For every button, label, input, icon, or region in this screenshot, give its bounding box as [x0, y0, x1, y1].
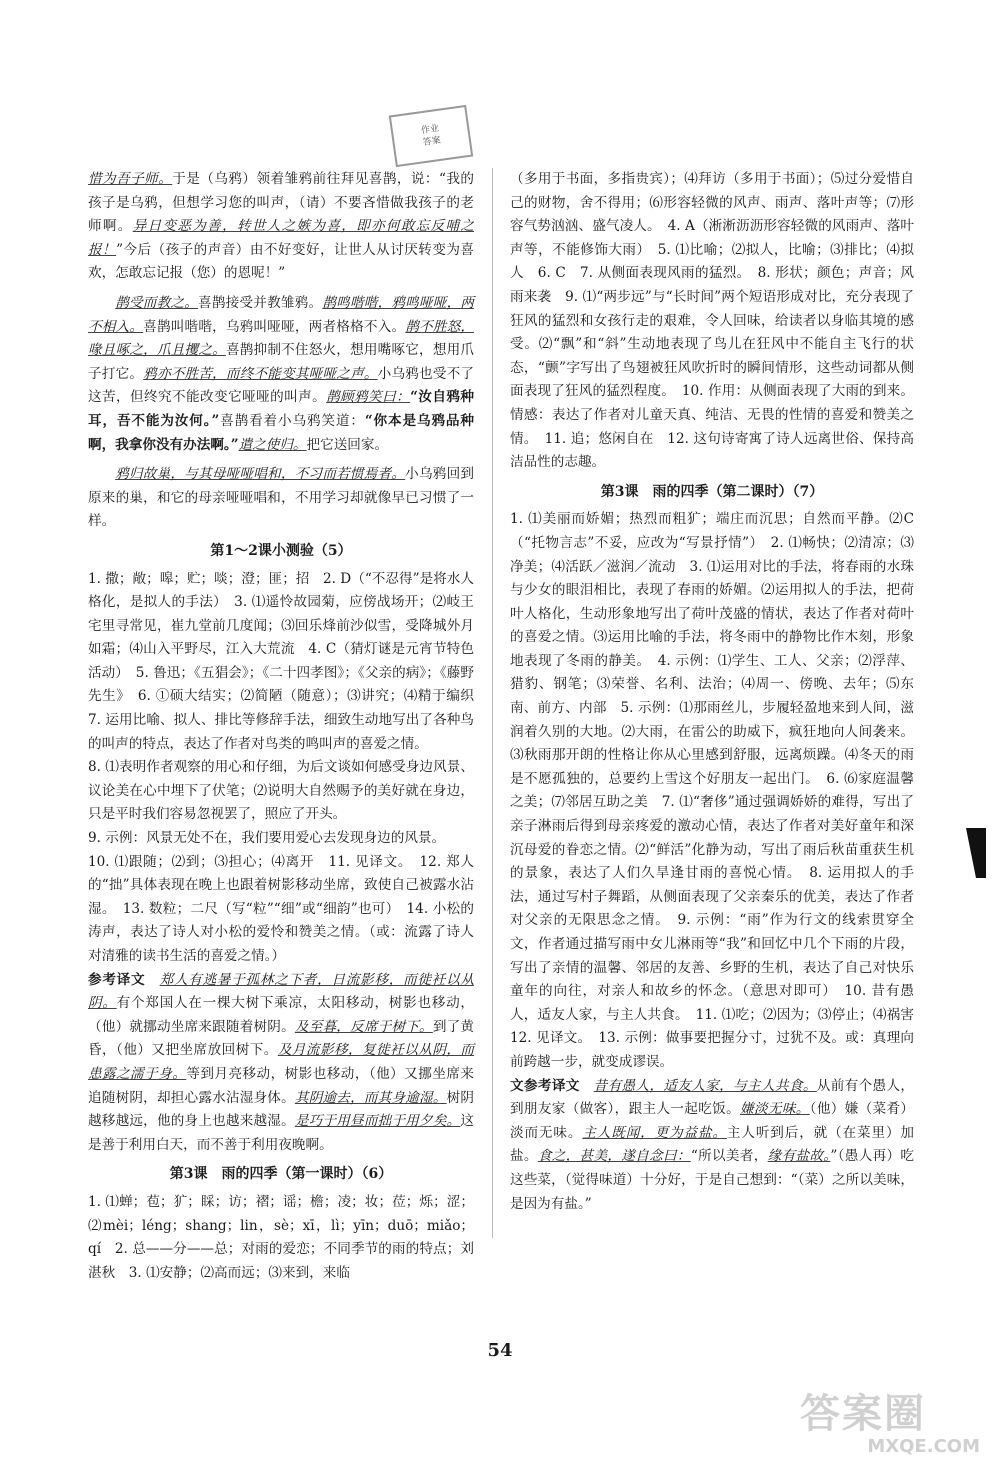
classical-text: 鹊受而教之。	[115, 294, 199, 311]
classical-text: 遣之使归。	[238, 436, 307, 453]
translation-text: ”今后（孩子的声音）由不好变好，让世人从讨厌转变为喜欢，怎敢忘记报（您）的恩呢！”	[88, 241, 474, 282]
lesson3-part2-answers: 1. ⑴美丽而娇媚；热烈而粗犷；端庄而沉思；自然而平静。⑵C（“托物言志”不妥，应改为“写景抒情”） 2. ⑴畅快；⑵清凉；⑶净美；⑷活跃／滋润／流动 3. ⑴运用对比的手法，将春雨的水珠与少女的眼泪相比，表现了春雨的娇媚。⑵运用拟人的手法，把荷叶人格化，生动形象地写出了荷叶茂盛的情状，表达了作者对荷叶的喜爱之情。⑶运用比喻的手法，将冬雨中的静物比作木刻，形象地表现了冬雨的静美。 4. 示例：⑴学生、工人、父亲；⑵浮萍、猎豹、钢笔；⑶荣誉、名利、法治；⑷周一、傍晚、去年；⑸东南、前方、内部 5. 示例：⑴那雨丝儿，步履轻盈地来到人间，滋润着久别的大地。⑵大雨，在雷公的助威下，疯狂地向人间袭来。⑶秋雨那开朗的性格让你从心里感到舒服，远离烦躁。⑷冬天的雨是不愿孤独的，总要约上雪这个好朋友一起出门。 6. ⑹家庭温馨之美；⑺邻居互助之美 7. ⑴“奢侈”通过强调娇娇的难得，写出了亲子淋雨后得到母亲疼爱的激动心情，表达了作者对美好童年和深沉母爱的眷恋之情。⑵“鲜活”化静为动，写出了雨后秋苗重获生机的景象，表达了人们久旱逢甘雨的喜悦心情。 8. 运用拟人的手法，通过写村子舞蹈，从侧面表现了父亲秦乐的优美，表达了作者对父亲的无限思念之情。 9. 示例：“雨”作为行文的线索贯穿全文，作者通过描写雨中女儿淋雨等“我”和回忆中几个下雨的片段，写出了亲情的温馨、邻居的友善、乡野的生机，表达了自己对快乐童年的向往，对亲人和故乡的怀念。（意思对即可） 10. 昔有愚人，适友人家，与主人共食。 11. ⑴吃；⑵因为；⑶停止；⑷祸害 12. 见译文。 13. 示例：做事要把握分寸，过犹不及。或：真理向前跨越一步，就变成谬误。	[510, 511, 928, 1070]
classical-text: 缘有盐故。	[767, 1148, 831, 1165]
stamp-line-1: 作业	[420, 123, 440, 137]
answers-10-14: 10. ⑴跟随；⑵到；⑶担心；⑷离开 11. 见译文。 12. 郑人的“拙”具体表现在晚上也跟着树影移动坐席，致使自己被露水沾湿。 13. 数粒；二尺（写“粒”“细”或“细韵”也可） 14. 小松的涛声，表达了诗人对小松的爱怜和赞美之情。（或：流露了诗人对清雅的读书生活的喜爱之情。）	[88, 853, 474, 964]
classical-text: 鸦归故巢，与其母哑哑唱和，不习而若惯焉者。	[115, 466, 406, 483]
translation-text: （他）嫌（菜肴）淡而无味。	[510, 1101, 914, 1141]
classical-text: 主人既闻，更为益盐。	[582, 1124, 727, 1141]
page-edge-mark	[966, 828, 986, 878]
classical-text: 其阴逾去，而其身逾湿。	[294, 1089, 447, 1106]
classical-text: 及至暮，反席于树下。	[294, 1018, 433, 1035]
translation-text: 于是（乌鸦）领着雏鸦前往拜见喜鹊，说：“我的孩子是乌鸦，但想学习您的叫声，（请）不要吝惜做我孩子的老师啊。	[88, 171, 474, 235]
bold-text: 参考译文	[88, 971, 160, 988]
answer-8: 8. ⑴表明作者观察的用心和仔细，为后文谈如何感受身边风景、议论美在心中埋下了伏笔；⑵说明大自然赐予的美好就在身边，只是平时我们容易忽视罢了，照应了开头。	[88, 759, 474, 823]
translation-text: 喜鹊抑制不住怒火，想用嘴啄它，想用爪子打它。	[88, 342, 475, 382]
reference-translation	[88, 969, 474, 1158]
answer-9: 9. 示例：风景无处不在，我们要用爱心去发现身边的风景。	[88, 830, 446, 847]
classical-text: 鹊鸣喈喈，鸦鸣哑哑，两不相入。	[88, 294, 475, 335]
lesson3-continued-answers: （多用于书面，多指贵宾）；⑷拜访（多用于书面）；⑸过分爱惜自己的财物，舍不得用；⑹形容轻微的风声、雨声、落叶声等；⑺形容气势汹汹、盛气凌人。 4. A（淅淅沥沥形容轻微的风雨声、落叶声等，不能修饰大雨） 5. ⑴比喻；⑵拟人，比喻；⑶排比；⑷拟人 6. C 7. 从侧面表现风雨的猛烈。 8. 形状；颜色；声音；风雨来袭 9. ⑴“两步远”与“长时间”两个短语形成对比，充分表现了狂风的猛烈和女孩行走的艰难，令人回味，给读者以身临其境的感受。⑵“飘”和“斜”生动地表现了鸟儿在狂风中不能自主飞行的状态，“颤”字写出了鸟翅被狂风吹折时的瞬间情形，这些动词都从侧面表现了狂风的猛烈程度。 10. 作用：从侧面表现了大雨的到来。情感：表达了作者对儿童天真、纯洁、无畏的性情的喜爱和赞美之情。 11. 追；悠闲自在 12. 这句诗寄寓了诗人远离世俗、保持高洁品性的志趣。	[510, 171, 914, 471]
answers-1-7: 1. 撒；敞；嗥；贮；啖；澄；匪；招 2. D（“不忍得”是将水人格化，是拟人的手法） 3. ⑴遥怜故园菊，应傍战场开；⑵岐王宅里寻常见，崔九堂前几度闻；⑶回乐烽前沙似雪，受降城外月如霜；⑷山入平野尽，江入大荒流 4. C（猜灯谜是元宵节特色活动） 5. 鲁迅；《五猖会》；《二十四孝图》；《父亲的病》；《藤野先生》 6. ①硕大结实；⑵简陋（随意）；⑶讲究；⑷精于编织 7. 运用比喻、拟人、排比等修辞手法，细致生动地写出了各种鸟的叫声的特点，表达了作者对鸟类的鸣叫声的喜爱之情。	[88, 570, 488, 752]
translation-text: 有个郑国人在一棵大树下乘凉，太阳移动，树影也移动，（他）就挪动坐席来跟随着树阴。	[88, 995, 475, 1035]
watermark-text: 答案圈	[800, 1391, 926, 1437]
story-para-2	[88, 292, 474, 457]
section-heading-lesson3-part2: 第3课 雨的四季（第二课时）（7）	[600, 483, 824, 500]
story-para-1	[88, 168, 474, 286]
classical-text: 是巧于用昼而拙于用夕矣。	[294, 1113, 461, 1130]
translation-text: 从前有个愚人，到朋友家（做客），跟主人一起吃饭。	[510, 1077, 915, 1118]
translation-text: 主人听到后，就（在菜里）加盐。	[510, 1124, 915, 1165]
translation-text: 喜鹊叫喈喈，乌鸦叫哑哑，两者格格不入。	[143, 318, 406, 335]
translation-text: 喜鹊接受并教雏鸦。	[198, 294, 323, 311]
translation-text: 树阴越移越远，他的身上也越来越湿。	[88, 1089, 475, 1130]
bold-text: “汝自鸦种耳，吾不能为汝何。”	[88, 389, 475, 429]
classical-text: 异日变恶为善，转世人之嫉为喜，即亦何敢忘反哺之报！	[88, 218, 475, 258]
section-heading-quiz: 第1～2课小测验（5）	[210, 542, 352, 559]
classical-text: 及月流影移，复徙衽以从阴，而患露之濡于身。	[88, 1042, 474, 1082]
lesson3-part1-answers: 1. ⑴蝉；苞；犷；睬；访；褶；谣；檐；凌；妆；莅；烁；涩；⑵mèi；léng；shang；lin，sè；xī，lì；yīn；duō；miǎo；qí 2. 总——分——总；对雨的爱恋；不同季节的雨的特点；刘湛秋 3. ⑴安静；⑵高而远；⑶来到，来临	[88, 1193, 474, 1281]
right-column	[510, 168, 928, 1216]
classical-text: 郑人有逃暑于孤林之下者，日流影移，而徙衽以从阴。	[88, 971, 475, 1012]
left-column	[88, 168, 488, 1285]
watermark-site: MXQE.COM	[867, 1436, 980, 1457]
stamp-logo	[389, 105, 473, 167]
classical-text: 鸦亦不胜苦，而终不能变其哑哑之声。	[143, 365, 378, 382]
translation-text: 小乌鸦也受不了这苦，但终究不能改变它哑哑的叫声。	[88, 365, 475, 406]
story-para-3	[88, 463, 474, 534]
translation-text: 把它送回家。	[306, 436, 389, 453]
classical-text: 昔有愚人，适友人家，与主人共食。	[593, 1077, 817, 1094]
translation-text: 喜鹊看着小乌鸦笑道：	[219, 412, 365, 429]
translation-text: “所以美者，	[690, 1148, 768, 1165]
classical-text: 惜为吾子师。	[88, 171, 173, 187]
translation-text: 这是善于利用白天，而不善于利用夜晚啊。	[88, 1113, 475, 1153]
column-divider	[492, 168, 493, 1238]
classical-text: 鹊顾鸦笑曰：	[326, 389, 411, 406]
stamp-line-2: 答案	[422, 135, 442, 149]
classical-text: 食之，甚美，遂自念曰：	[537, 1148, 691, 1165]
bold-text: “你本是乌鸦品种啊，我拿你没有办法啊。”	[88, 412, 474, 453]
translation-text: 等到月亮移动，树影也移动，（他）又挪坐席来追随树阴，却担心露水沾湿身体。	[88, 1065, 474, 1106]
translation-text: 到了黄昏，（他）又把坐席放回树下。	[88, 1018, 475, 1059]
section-heading-lesson3-part1: 第3课 雨的四季（第一课时）（6）	[169, 1166, 393, 1183]
classical-text: 嫌淡无味。	[740, 1101, 810, 1118]
bold-text: 文参考译文	[510, 1077, 594, 1094]
watermark-logo	[800, 1392, 980, 1462]
translation-text: ”（愚人再）吃这些菜，（觉得味道）十分好，于是自己想到：“（菜）之所以美味，是因为有盐。”	[510, 1148, 915, 1212]
translation-text: 小乌鸦回到原来的巢，和它的母亲哑哑唱和，不用学习却就像早已习惯了一样。	[88, 466, 475, 530]
classical-text: 鹊不胜怒，喙且啄之，爪且攫之。	[88, 318, 474, 359]
page-number: 54	[487, 1340, 513, 1361]
reference-translation-2	[510, 1075, 914, 1217]
